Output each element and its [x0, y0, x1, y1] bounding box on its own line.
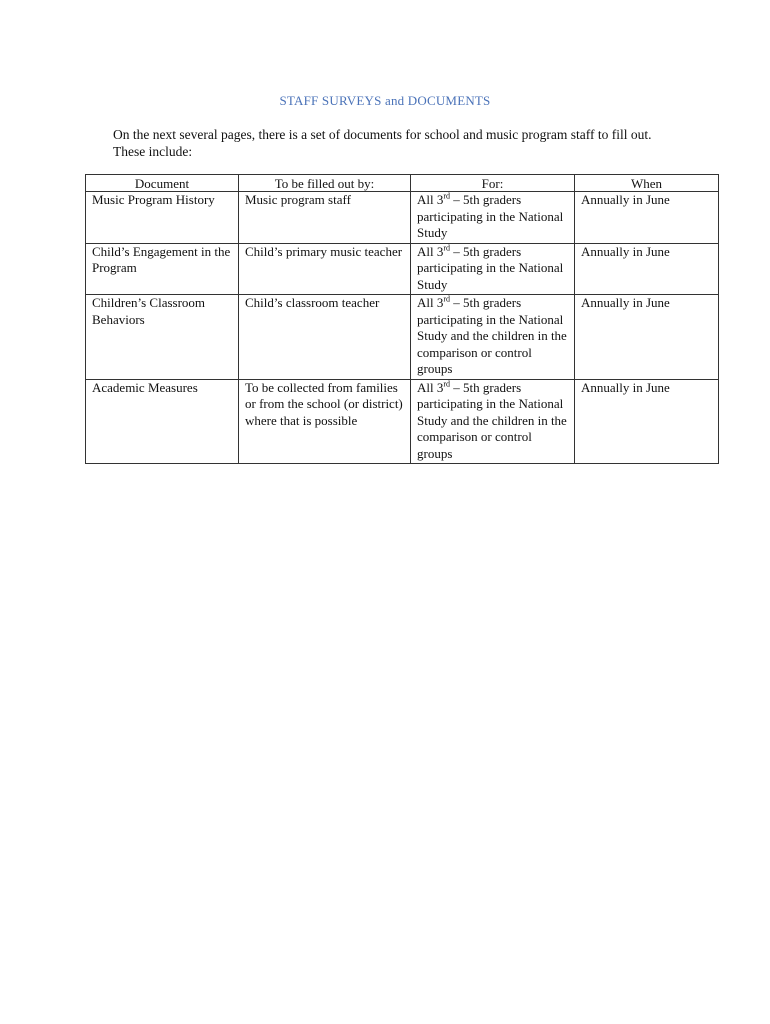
table-row: [86, 243, 719, 295]
cell-filled-by: To be collected from families or from the school (or district) where that is possible: [239, 379, 411, 464]
cell-for-ordinal: rd: [443, 379, 451, 389]
cell-when: Annually in June: [575, 379, 719, 464]
cell-for: [411, 243, 575, 295]
header-filled-by: To be filled out by:: [239, 175, 411, 192]
cell-document: Child’s Engagement in the Program: [86, 243, 239, 295]
cell-when: Annually in June: [575, 295, 719, 380]
table-row: [86, 192, 719, 244]
cell-filled-by: Music program staff: [239, 192, 411, 244]
cell-filled-by: Child’s primary music teacher: [239, 243, 411, 295]
cell-for-prefix: All 3: [417, 243, 444, 259]
table-row: [86, 295, 719, 380]
cell-for-prefix: All 3: [417, 379, 444, 395]
table-header-row: [86, 175, 719, 192]
cell-for: [411, 379, 575, 464]
cell-when: Annually in June: [575, 243, 719, 295]
cell-for-prefix: All 3: [417, 192, 444, 207]
table-row: [86, 379, 719, 464]
cell-document: Children’s Classroom Behaviors: [86, 295, 239, 380]
cell-document: Music Program History: [86, 192, 239, 244]
header-when: When: [575, 175, 719, 192]
intro-paragraph: On the next several pages, there is a set of documents for school and music program staff to fill out. These include:: [113, 127, 652, 159]
header-document: Document: [86, 175, 239, 192]
cell-filled-by: Child’s classroom teacher: [239, 295, 411, 380]
header-for: For:: [411, 175, 575, 192]
cell-for-ordinal: rd: [443, 294, 451, 304]
cell-for-rest: – 5th graders participating in the National Study: [417, 192, 564, 240]
cell-when: Annually in June: [575, 192, 719, 244]
cell-for-rest: – 5th graders participating in the National Study: [417, 243, 564, 292]
cell-for-ordinal: rd: [443, 243, 451, 253]
cell-document: Academic Measures: [86, 379, 239, 464]
cell-for-rest: – 5th graders participating in the National Study and the children in the comparison or control groups: [417, 295, 567, 376]
cell-for-rest: – 5th graders participating in the National Study and the children in the comparison or control groups: [417, 379, 567, 461]
cell-for-prefix: All 3: [417, 295, 444, 310]
cell-for: [411, 295, 575, 380]
cell-for: [411, 192, 575, 244]
documents-table: [85, 174, 719, 464]
cell-for-ordinal: rd: [443, 191, 451, 201]
page-title: STAFF SURVEYS and DOCUMENTS: [279, 93, 491, 108]
